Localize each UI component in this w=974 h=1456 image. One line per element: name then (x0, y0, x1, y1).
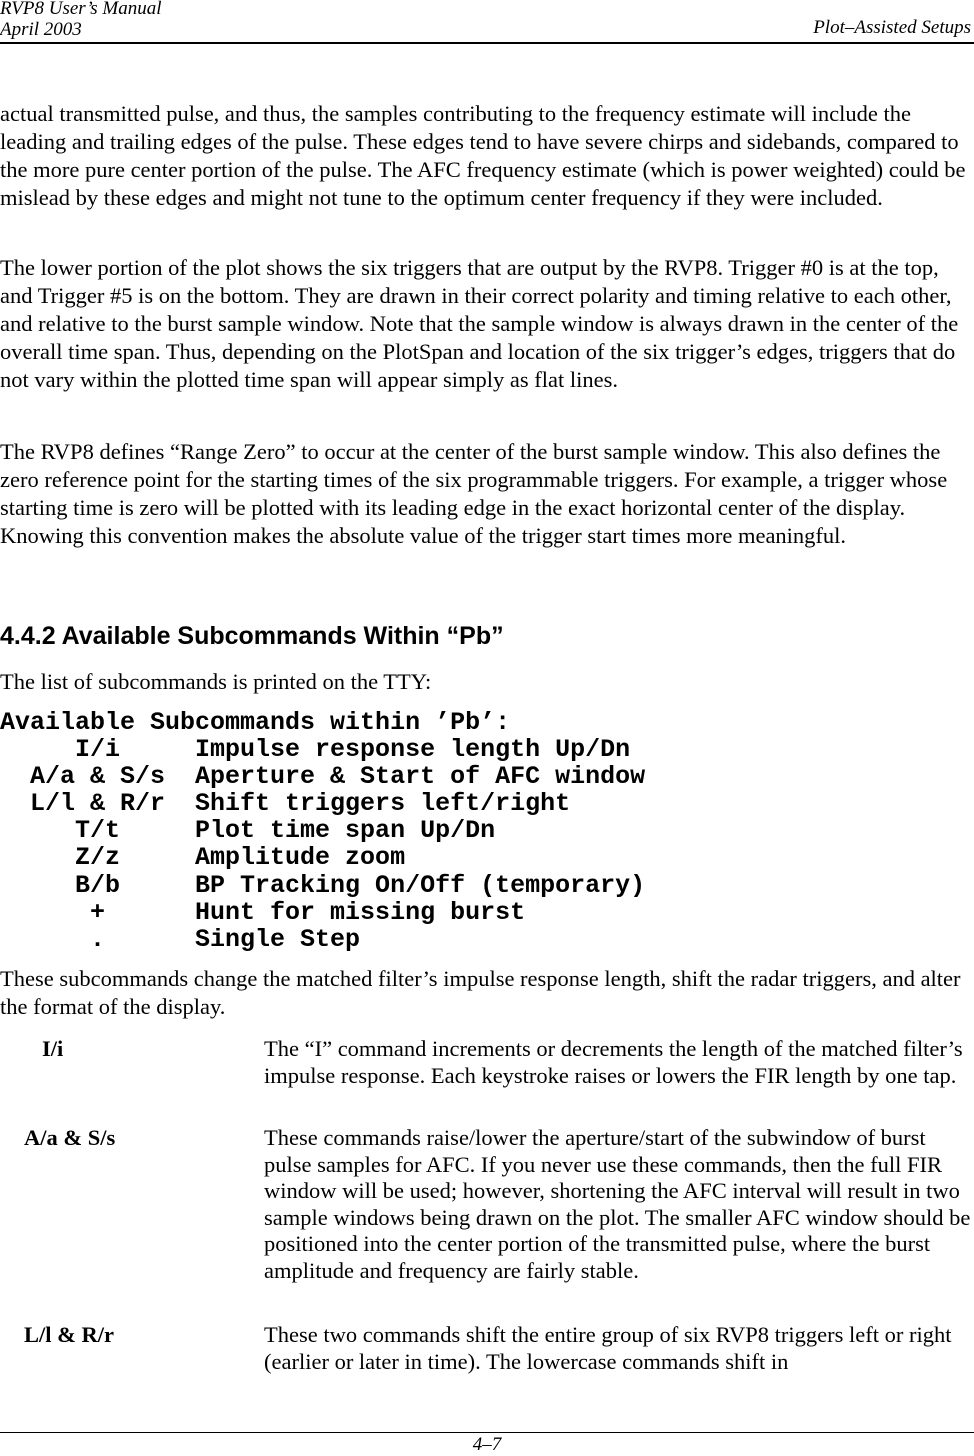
chapter-title: Plot–Assisted Setups (813, 17, 971, 38)
paragraph-tty-intro: The list of subcommands is printed on the TTY: (0, 669, 432, 694)
definition-description: These two commands shift the entire group of six RVP8 triggers left or right (earlier or later in time). The lowercase commands shift in (264, 1322, 952, 1374)
paragraph-subcommand-summary: These subcommands change the matched filter’s impulse response length, shift the radar triggers, and alter the format of the display. (0, 966, 961, 1019)
page-number: 4–7 (472, 1434, 502, 1455)
definition-description: The “I” command increments or decrements the length of the matched filter’s impulse response. Each keystroke raises or lowers the FIR length by one tap. (264, 1036, 963, 1088)
definition-term: I/i (42, 1036, 64, 1061)
tty-subcommand-listing: Available Subcommands within ’Pb’: I/i Impulse response length Up/Dn A/a & S/s Aperture & Start of AFC window L/l & R/r Shift triggers left/right T/t Plot time span Up/Dn Z/z Amplitude zoom B/b BP Tracking On/Off (temporary) + Hunt for missing burst . Single Step (0, 708, 646, 954)
footer-divider (0, 1432, 974, 1433)
paragraph-trigger-plot: The lower portion of the plot shows the six triggers that are output by the RVP8. Trigger #0 is at the top, and Trigger #5 is on the bottom. They are drawn in their correct polarity and timing relative to each other, and relative to the burst sample window. Note that the sample window is always drawn in the center of the overall time span. Thus, depending on the PlotSpan and location of the six trigger’s edges, triggers that do not vary within the plotted time span will appear simply as flat lines. (0, 255, 959, 392)
paragraph-afc-edges: actual transmitted pulse, and thus, the samples contributing to the frequency estimate will include the leading and trailing edges of the pulse. These edges tend to have severe chirps and sidebands, compared to the more pure center portion of the pulse. The AFC frequency estimate (which is power weighted) could be mislead by these edges and might not tune to the optimum center frequency if they were included. (0, 101, 966, 210)
manual-title: RVP8 User’s Manual (0, 0, 162, 19)
publication-date: April 2003 (0, 19, 82, 40)
header-divider (0, 42, 974, 44)
paragraph-range-zero: The RVP8 defines “Range Zero” to occur at the center of the burst sample window. This also defines the zero reference point for the starting times of the six programmable triggers. For example, a trigger whose starting time is zero will be plotted with its leading edge in the exact horizontal center of the display. Knowing this convention makes the absolute value of the trigger start times more meaningful. (0, 439, 948, 548)
header-left (0, 0, 162, 40)
definition-term: L/l & R/r (24, 1322, 114, 1347)
definition-description: These commands raise/lower the aperture/start of the subwindow of burst pulse samples for AFC. If you never use these commands, then the full FIR window will be used; however, shortening the AFC interval will result in two sample windows being drawn on the plot. The smaller AFC window should be positioned into the center portion of the transmitted pulse, where the burst amplitude and frequency are fairly stable. (264, 1125, 971, 1283)
section-heading: 4.4.2 Available Subcommands Within “Pb” (0, 622, 504, 650)
definition-term: A/a & S/s (24, 1125, 116, 1150)
